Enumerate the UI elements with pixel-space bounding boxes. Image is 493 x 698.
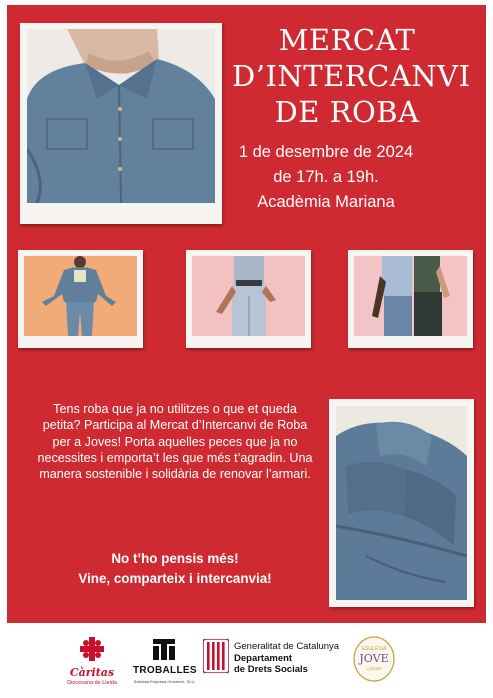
title-line: DE ROBA — [274, 95, 420, 129]
denim-set-photo — [24, 256, 137, 336]
description-line: petita? Participa al Mercat d’Intercanvi de Roba — [42, 418, 308, 433]
denim-jacket-photo — [336, 406, 467, 600]
jove-bottom-text: LLEIDA — [366, 666, 382, 671]
denim-shirt-photo — [27, 29, 215, 203]
troballes-logo — [133, 637, 195, 689]
title-line: MERCAT — [278, 23, 416, 57]
description-line: necessites i emporta’t les que més t’agradin. Una — [37, 450, 313, 465]
generalitat-logo — [203, 639, 353, 685]
description-line: manera sostenible i solidària de renovar l’armari. — [39, 467, 311, 482]
event-time: de 17h. a 19h. — [273, 168, 379, 186]
cta-line: No t’ho pensis més! — [111, 551, 239, 566]
description — [24, 401, 326, 482]
event-venue: Acadèmia Mariana — [257, 193, 395, 211]
senyera-emblem-icon — [203, 639, 229, 673]
department-label: Departament — [234, 653, 293, 664]
title-line: D’INTERCANVI — [232, 59, 471, 93]
couple-photo — [354, 256, 467, 336]
troballes-subtitle: Solidària Empresa d'Inserció, SLU — [133, 679, 195, 684]
jove-top-text: ESGLÉSIA — [361, 646, 387, 652]
troballes-name: TROBALLES — [133, 665, 197, 676]
description-line: Tens roba que ja no utilitzes o que et queda — [53, 402, 297, 416]
polaroid-denim-jacket — [329, 399, 474, 607]
polaroid-denim-shirt — [20, 23, 222, 224]
caritas-name: Càritas — [69, 666, 115, 679]
event-date: 1 de desembre de 2024 — [238, 143, 414, 161]
polaroid-denim-set — [18, 250, 143, 348]
cta-line: Vine, comparteix i intercanvia! — [78, 571, 272, 586]
sponsor-footer — [0, 623, 493, 698]
caritas-logo — [60, 635, 124, 691]
event-details — [214, 140, 438, 215]
troballes-mark-icon — [133, 637, 195, 661]
polaroid-pink-outfit — [186, 250, 311, 348]
polaroid-couple — [348, 250, 473, 348]
jove-main-text: JOVE — [359, 652, 389, 665]
esglesia-jove-logo — [352, 635, 396, 683]
caritas-subtitle: Diocesana de Lleida — [67, 680, 117, 686]
call-to-action — [34, 549, 316, 589]
generalitat-name: Generalitat de Catalunya — [234, 641, 340, 652]
description-line: per a Joves! Porta aquelles peces que ja no — [52, 434, 298, 449]
pink-outfit-photo — [192, 256, 305, 336]
caritas-cross-icon — [60, 635, 124, 663]
event-title — [232, 22, 471, 130]
department-name: de Drets Socials — [234, 664, 308, 675]
